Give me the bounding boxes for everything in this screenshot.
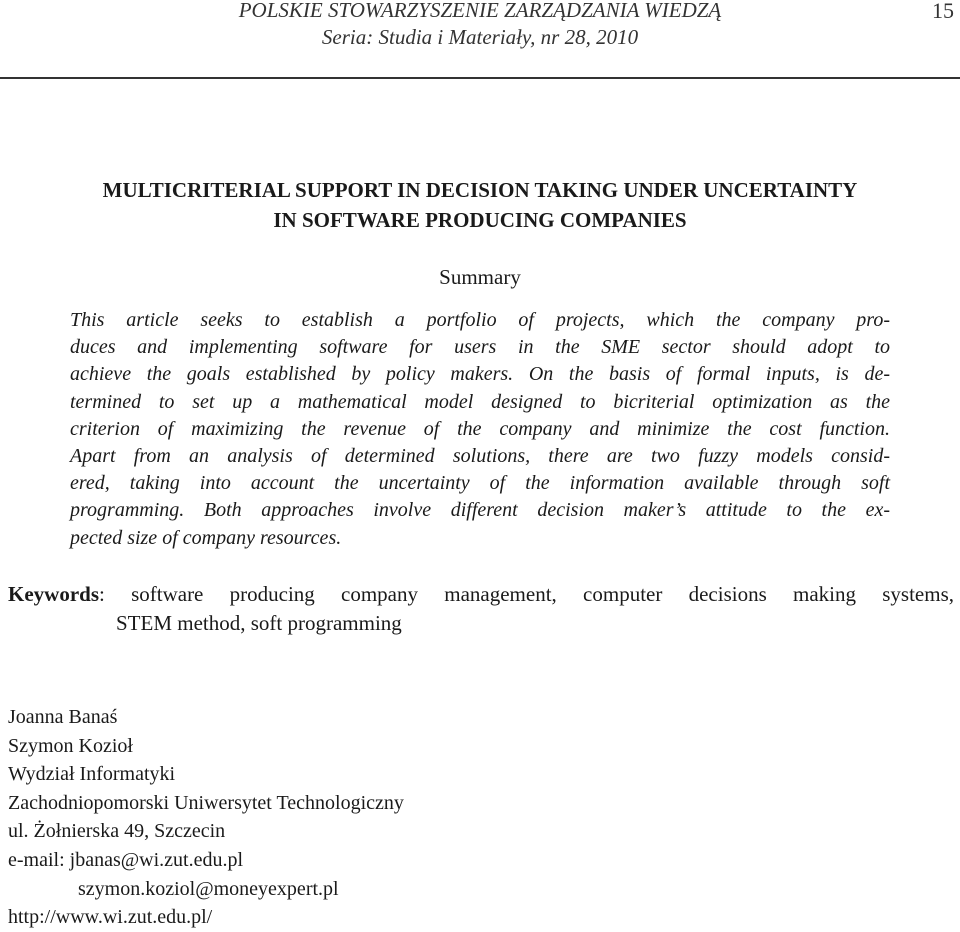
keywords-label: Keywords [8, 582, 99, 606]
abstract-line: achieve the goals established by policy makers. On the basis of formal inputs, is de- [70, 363, 890, 386]
keywords-line-2: STEM method, soft programming [116, 611, 402, 635]
author-info [8, 703, 404, 932]
abstract-line: ered, taking into account the uncertainty of the information available through soft [70, 472, 890, 495]
abstract-line: This article seeks to establish a portfolio of projects, which the company pro- [70, 309, 890, 331]
website-link[interactable]: http://www.wi.zut.edu.pl/ [8, 906, 213, 929]
abstract-line: programming. Both approaches involve different decision maker’s attitude to the ex- [70, 499, 890, 522]
header-divider [0, 77, 960, 79]
paper-title [0, 175, 960, 235]
keywords [8, 580, 954, 638]
journal-name: POLSKIE STOWARZYSZENIE ZARZĄDZANIA WIEDZĄ [238, 0, 722, 22]
email: e-mail: jbanas@wi.zut.edu.pl [8, 848, 244, 871]
page-number: 15 [932, 0, 954, 23]
abstract-line: termined to set up a mathematical model designed to bicriterial optimization as the [70, 390, 890, 413]
paper-title-line-2: IN SOFTWARE PRODUCING COMPANIES [273, 208, 687, 232]
keywords-line-1 [8, 580, 954, 609]
department: Wydział Informatyki [8, 763, 176, 786]
summary-heading: Summary [439, 265, 521, 289]
email: szymon.koziol@moneyexpert.pl [78, 877, 339, 900]
abstract-line: criterion of maximizing the revenue of the company and minimize the cost function. [70, 417, 890, 440]
abstract-line: pected size of company resources. [70, 526, 342, 549]
abstract-line: Apart from an analysis of determined solutions, there are two fuzzy models consid- [70, 444, 890, 467]
keywords-text: : software producing company management, computer decisions making systems, [99, 582, 954, 606]
author-name: Joanna Banaś [8, 706, 118, 728]
journal-series: Seria: Studia i Materiały, nr 28, 2010 [321, 25, 639, 49]
university: Zachodniopomorski Uniwersytet Technologiczny [8, 791, 404, 814]
paper-title-line-1: MULTICRITERIAL SUPPORT IN DECISION TAKING UNDER UNCERTAINTY [102, 178, 858, 202]
address: ul. Żołnierska 49, Szczecin [8, 820, 226, 843]
abstract-line: duces and implementing software for users in the SME sector should adopt to [70, 336, 890, 359]
author-name: Szymon Kozioł [8, 734, 133, 757]
abstract [70, 307, 890, 552]
